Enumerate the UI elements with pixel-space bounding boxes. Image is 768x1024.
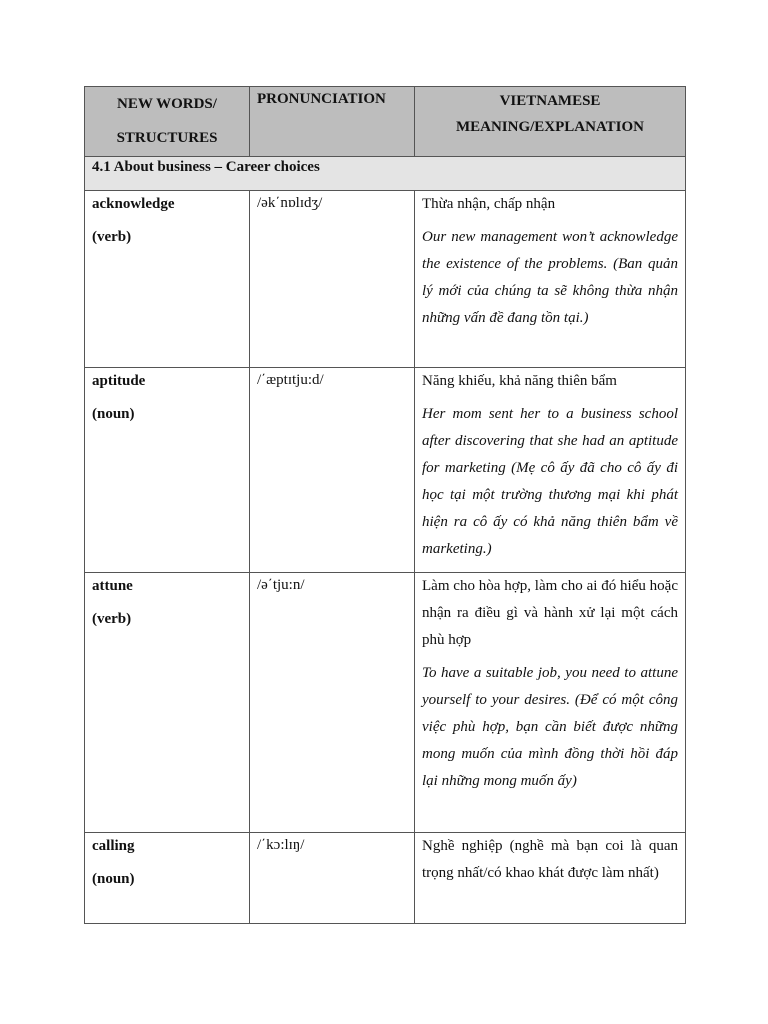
header-pronunciation: PRONUNCIATION — [250, 87, 415, 157]
section-title: 4.1 About business – Career choices — [85, 157, 686, 191]
word-cell — [85, 573, 250, 833]
word-cell — [85, 833, 250, 924]
example-sentence: Her mom sent her to a business school after discovering that she had an aptitude for marketing (Mẹ cô ấy đã cho cô ấy đi học tại một trường thương mại khi phát hiện ra cô ấy có khả năng thiên bẩm về marketing.) — [422, 406, 678, 557]
example-sentence: Our new management won’t acknowledge the existence of the problems. (Ban quản lý mới của chúng ta sẽ không thừa nhận những vấn đề đang tồn tại.) — [422, 229, 678, 326]
part-of-speech: (verb) — [92, 611, 132, 627]
header-new-words: NEW WORDS/ STRUCTURES — [85, 87, 250, 157]
meaning: Làm cho hòa hợp, làm cho ai đó hiểu hoặc nhận ra điều gì và hành xử lại một cách phù hợp — [422, 578, 678, 648]
pronunciation: /΄kɔ:lɪŋ/ — [257, 837, 305, 853]
meaning: Nghề nghiệp (nghề mà bạn coi là quan trọng nhất/có khao khát được làm nhất) — [422, 838, 678, 881]
word-cell — [85, 368, 250, 573]
pronunciation-cell — [250, 833, 415, 924]
pronunciation-cell — [250, 368, 415, 573]
word: aptitude — [92, 373, 146, 389]
word: acknowledge — [92, 196, 175, 212]
pronunciation-cell — [250, 573, 415, 833]
meaning-cell — [415, 833, 686, 924]
header-vietnamese-meaning: VIETNAMESE MEANING/EXPLANATION — [415, 87, 686, 157]
part-of-speech: (verb) — [92, 229, 132, 245]
table-row — [85, 573, 686, 833]
part-of-speech: (noun) — [92, 406, 135, 422]
meaning-cell — [415, 191, 686, 368]
section-row — [85, 157, 686, 191]
word: attune — [92, 578, 133, 594]
part-of-speech: (noun) — [92, 871, 135, 887]
vocabulary-table — [84, 86, 686, 924]
pronunciation: /ək΄nɒlɪdʒ/ — [257, 195, 323, 211]
pronunciation: /ə΄tju:n/ — [257, 577, 305, 593]
word-cell — [85, 191, 250, 368]
table-row — [85, 368, 686, 573]
pronunciation-cell — [250, 191, 415, 368]
word: calling — [92, 838, 135, 854]
meaning-cell — [415, 368, 686, 573]
table-row — [85, 191, 686, 368]
example-sentence: To have a suitable job, you need to attune yourself to your desires. (Để có một công việc phù hợp, bạn cần biết được những mong muốn của mình đồng thời hồi đáp lại những mong muốn ấy) — [422, 665, 678, 789]
meaning-cell — [415, 573, 686, 833]
table-row — [85, 833, 686, 924]
pronunciation: /΄æptɪtju:d/ — [257, 372, 324, 388]
table-header-row — [85, 87, 686, 157]
meaning: Thừa nhận, chấp nhận — [422, 196, 556, 212]
meaning: Năng khiếu, khả năng thiên bẩm — [422, 373, 617, 389]
